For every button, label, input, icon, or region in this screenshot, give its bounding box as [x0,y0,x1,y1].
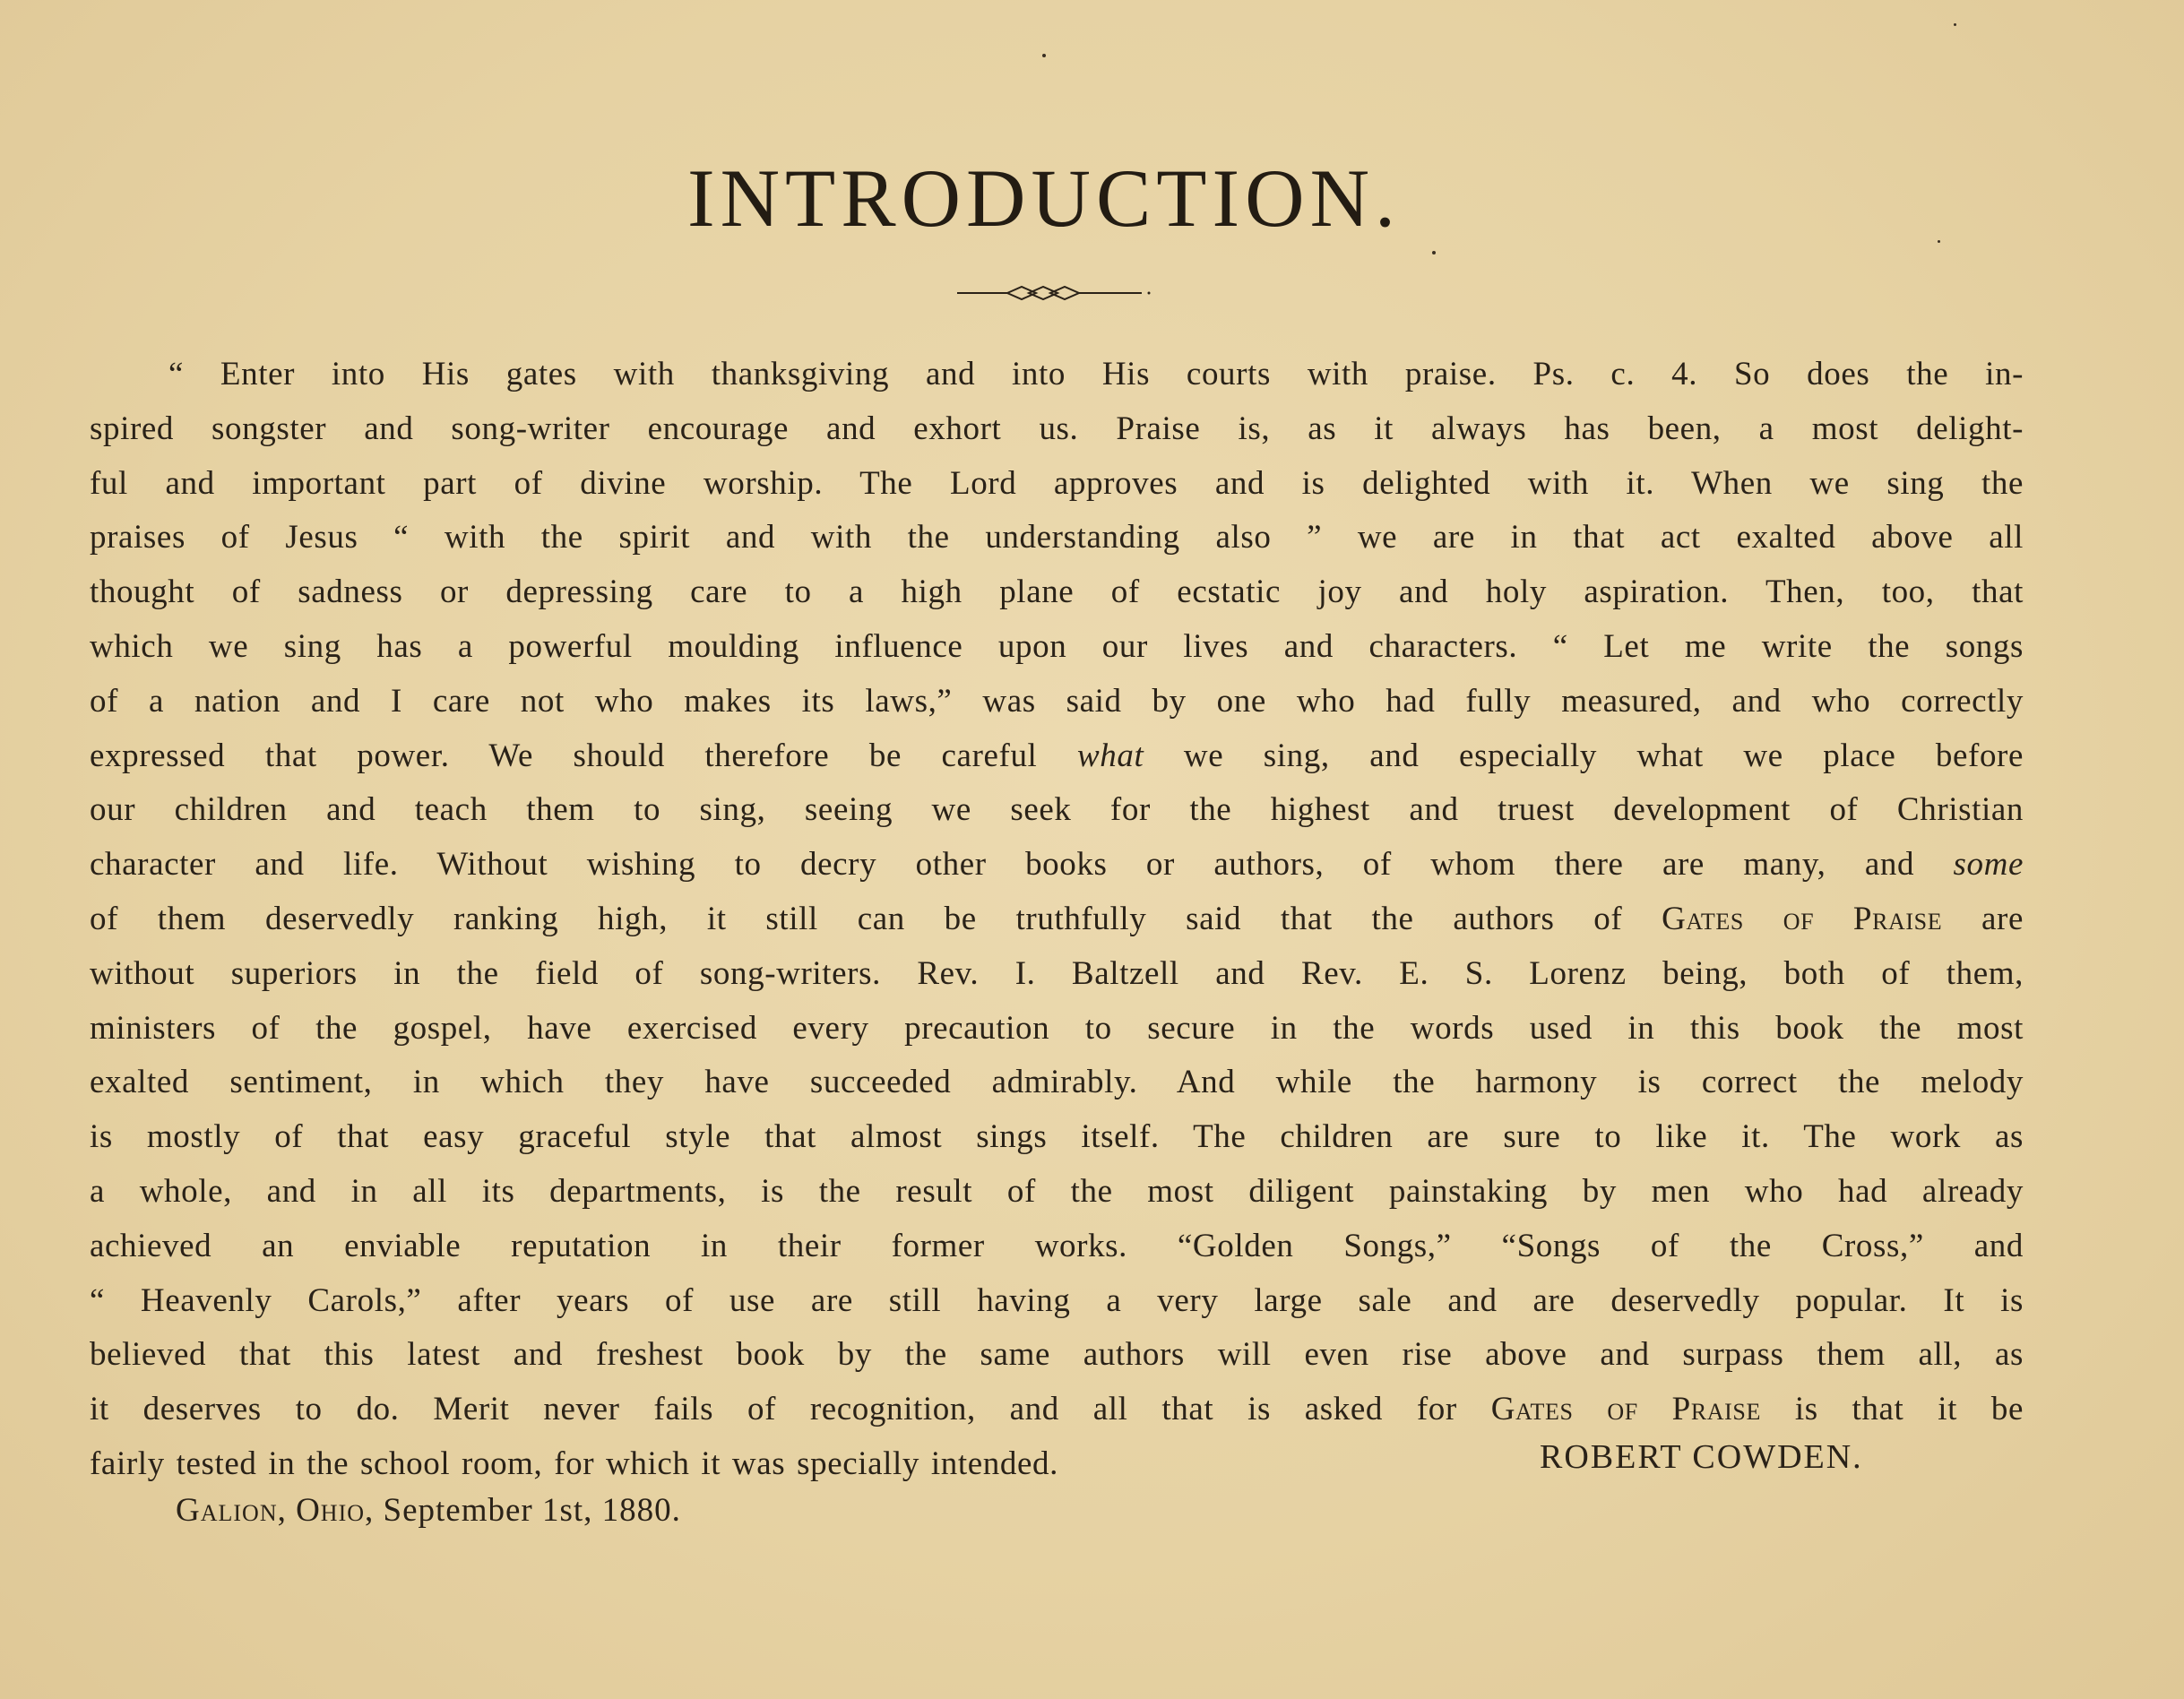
body-fragment: we sing, and especially what we place before [1183,737,2024,774]
body-line: exalted sentiment, in which they have succeeded admirably. And while the harmony is correct the melody [90,1064,2024,1101]
body-fragment: of them deservedly ranking high, it still can be truthfully said that the authors of [90,900,1623,937]
body-fragment: are [1981,900,2024,937]
body-line: our children and teach them to sing, seeing we seek for the highest and truest development of Christian [90,791,2024,829]
body-line [90,893,2024,947]
body-line: believed that this latest and freshest book by the same authors will even rise above and surpass them all, as [90,1336,2024,1374]
body-line: ministers of the gospel, have exercised every precaution to secure in the words used in this book the most [90,1009,2024,1047]
body-line: “ Enter into His gates with thanksgiving and into His courts with praise. Ps. c. 4. So does the in- [168,356,2024,392]
body-fragment: expressed that power. We should therefore be careful [90,737,1038,774]
emphasis-what: what [1076,737,1144,774]
book-title: Gates of Praise [1490,1391,1761,1428]
body-line: a whole, and in all its departments, is the result of the most diligent painstaking by men who had already [90,1172,2024,1210]
dateline-place: Galion, Ohio, [176,1492,375,1529]
body-line: thought of sadness or depressing care to a high plane of ecstatic joy and holy aspiration. Then, too, that [90,574,2024,611]
body-line: “ Heavenly Carols,” after years of use are still having a very large sale and are deservedly popular. It is [90,1281,2024,1319]
body-line: of a nation and I care not who makes its laws,” was said by one who had fully measured, and who correctly [90,682,2024,720]
body-line [90,838,2024,893]
paper-speck [1938,240,1940,243]
body-fragment: is that it be [1794,1391,2024,1428]
page-title: INTRODUCTION. [686,152,1402,244]
ornament-divider-icon [954,280,1151,306]
body-line: ful and important part of divine worship. The Lord approves and is delighted with it. When we sing the [90,464,2024,502]
body-line: which we sing has a powerful moulding influence upon our lives and characters. “ Let me write the songs [90,627,2024,665]
body-line: achieved an enviable reputation in their former works. “Golden Songs,” “Songs of the Cross,” and [90,1227,2024,1264]
body-line: without superiors in the field of song-writers. Rev. I. Baltzell and Rev. E. S. Lorenz being, both of them, [90,954,2024,992]
paper-speck [1954,23,1956,26]
emphasis-some: some [1953,846,2024,884]
introduction-body [90,348,2024,1492]
body-line: praises of Jesus “ with the spirit and with the understanding also ” we are in that act exalted above all [90,519,2024,556]
author-signature: ROBERT COWDEN. [1540,1438,1863,1476]
body-line: is mostly of that easy graceful style that almost sings itself. The children are sure to like it. The work as [90,1118,2024,1156]
body-line: fairly tested in the school room, for which it was specially intended. [90,1445,1058,1482]
paper-speck [1042,54,1046,57]
book-title: Gates of Praise [1662,900,1943,937]
body-fragment: character and life. Without wishing to decry other books or authors, of whom there are many, and [90,846,1915,884]
dateline [176,1491,681,1530]
body-line [90,1383,2024,1437]
body-line: spired songster and song-writer encourage and exhort us. Praise is, as it always has been, a most delight- [90,410,2024,447]
dateline-date: September 1st, 1880. [383,1492,681,1529]
body-fragment: it deserves to do. Merit never fails of recognition, and all that is asked for [90,1391,1457,1428]
paper-speck [1432,251,1436,254]
body-line [90,729,2024,784]
